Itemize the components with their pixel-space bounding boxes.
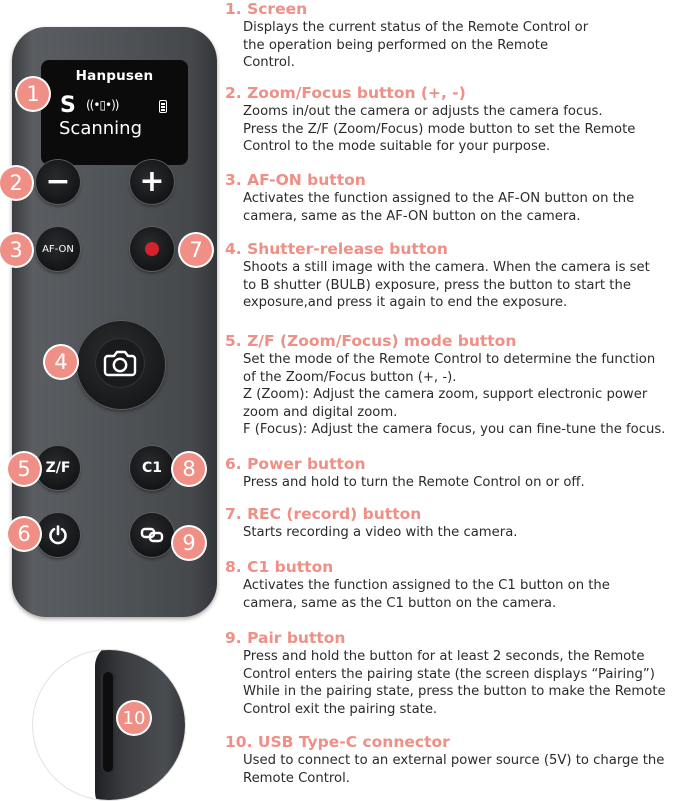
- item-title: 6. Power button: [225, 455, 366, 473]
- marker-7: 7: [180, 234, 212, 266]
- zoom-plus-button[interactable]: [130, 160, 174, 204]
- link-icon: [140, 525, 164, 545]
- item-description: Starts recording a video with the camera.: [243, 525, 518, 540]
- marker-8: 8: [173, 453, 205, 485]
- item-af-on: [225, 171, 679, 225]
- item-screen: [225, 0, 679, 72]
- brand-logo: Hanpusen: [75, 68, 154, 84]
- screen-status-text: Scanning: [59, 118, 143, 139]
- rec-button[interactable]: [130, 227, 174, 271]
- c1-button[interactable]: [130, 446, 174, 490]
- marker-10: 10: [118, 702, 150, 734]
- marker-6: 6: [8, 518, 40, 550]
- minus-icon: −: [45, 164, 71, 199]
- marker-3: 3: [0, 234, 32, 266]
- zf-label: Z/F: [45, 460, 71, 476]
- power-icon: [47, 524, 69, 546]
- item-description: Displays the current status of the Remote Control or the operation being performed on the Remote Control.: [243, 20, 589, 71]
- screen-status-letter: S: [60, 93, 76, 118]
- plus-icon: +: [139, 164, 165, 199]
- item-pair: [225, 629, 679, 718]
- item-title: 8. C1 button: [225, 558, 334, 576]
- item-description: Activates the function assigned to the AF-ON button on the camera, same as the AF-ON button on the camera.: [243, 191, 635, 224]
- item-title: 9. Pair button: [225, 629, 346, 647]
- item-description: Shoots a still image with the camera. When the camera is set to B shutter (BULB) exposure, press the button to start the exposure,and press it again to end the exposure.: [243, 260, 650, 311]
- item-title: 5. Z/F (Zoom/Focus) mode button: [225, 332, 517, 350]
- shutter-release-button[interactable]: [95, 338, 145, 388]
- item-zoom-focus: [225, 84, 679, 156]
- camera-icon: [102, 347, 138, 379]
- item-rec: [225, 505, 679, 542]
- power-button[interactable]: [36, 513, 80, 557]
- item-title: 10. USB Type-C connector: [225, 733, 450, 751]
- remote-screen: [41, 60, 188, 165]
- marker-9: 9: [173, 527, 205, 559]
- item-title: 2. Zoom/Focus button (+, -): [225, 84, 466, 102]
- zoom-minus-button[interactable]: [36, 160, 80, 204]
- usb-c-port: [103, 672, 113, 772]
- signal-icon: ((•▯•)): [86, 98, 119, 112]
- battery-icon: [159, 100, 167, 113]
- item-description: Activates the function assigned to the C1 button on the camera, same as the C1 button on the camera.: [243, 578, 610, 611]
- item-zf-mode: [225, 332, 679, 439]
- c1-label: C1: [141, 460, 162, 476]
- item-title: 4. Shutter-release button: [225, 240, 448, 258]
- marker-5: 5: [8, 453, 40, 485]
- item-power: [225, 455, 679, 492]
- record-dot-icon: [145, 242, 159, 256]
- item-title: 3. AF-ON button: [225, 171, 366, 189]
- item-title: 1. Screen: [225, 0, 308, 18]
- item-title: 7. REC (record) button: [225, 505, 422, 523]
- item-description: Press and hold to turn the Remote Control on or off.: [243, 475, 585, 490]
- item-description: Zooms in/out the camera or adjusts the camera focus. Press the Z/F (Zoom/Focus) mode button to set the Remote Control to the mode suitable for your purpose.: [243, 104, 636, 155]
- item-description: Used to connect to an external power source (5V) to charge the Remote Control.: [243, 753, 665, 786]
- item-shutter: [225, 240, 679, 312]
- item-c1: [225, 558, 679, 612]
- zf-mode-button[interactable]: [36, 446, 80, 490]
- item-usb-c: [225, 733, 679, 787]
- item-description: Press and hold the button for at least 2 seconds, the Remote Control enters the pairing state (the screen displays “Pairing”) While in the pairing state, press the button to make the Remote Control exit the pairing state.: [243, 649, 666, 717]
- item-description: Set the mode of the Remote Control to determine the function of the Zoom/Focus button (+, -). Z (Zoom): Adjust the camera zoom, support electronic power zoom and digital zoom. F (Focus): Adjust the camera focus, you can fine-tune the focus.: [243, 352, 666, 438]
- marker-1: 1: [17, 78, 49, 110]
- af-on-button[interactable]: [36, 227, 80, 271]
- marker-2: 2: [0, 167, 32, 199]
- af-on-label: AF-ON: [42, 243, 74, 255]
- usb-connector-closeup: [32, 649, 186, 801]
- pair-button[interactable]: [130, 513, 174, 557]
- marker-4: 4: [45, 346, 77, 378]
